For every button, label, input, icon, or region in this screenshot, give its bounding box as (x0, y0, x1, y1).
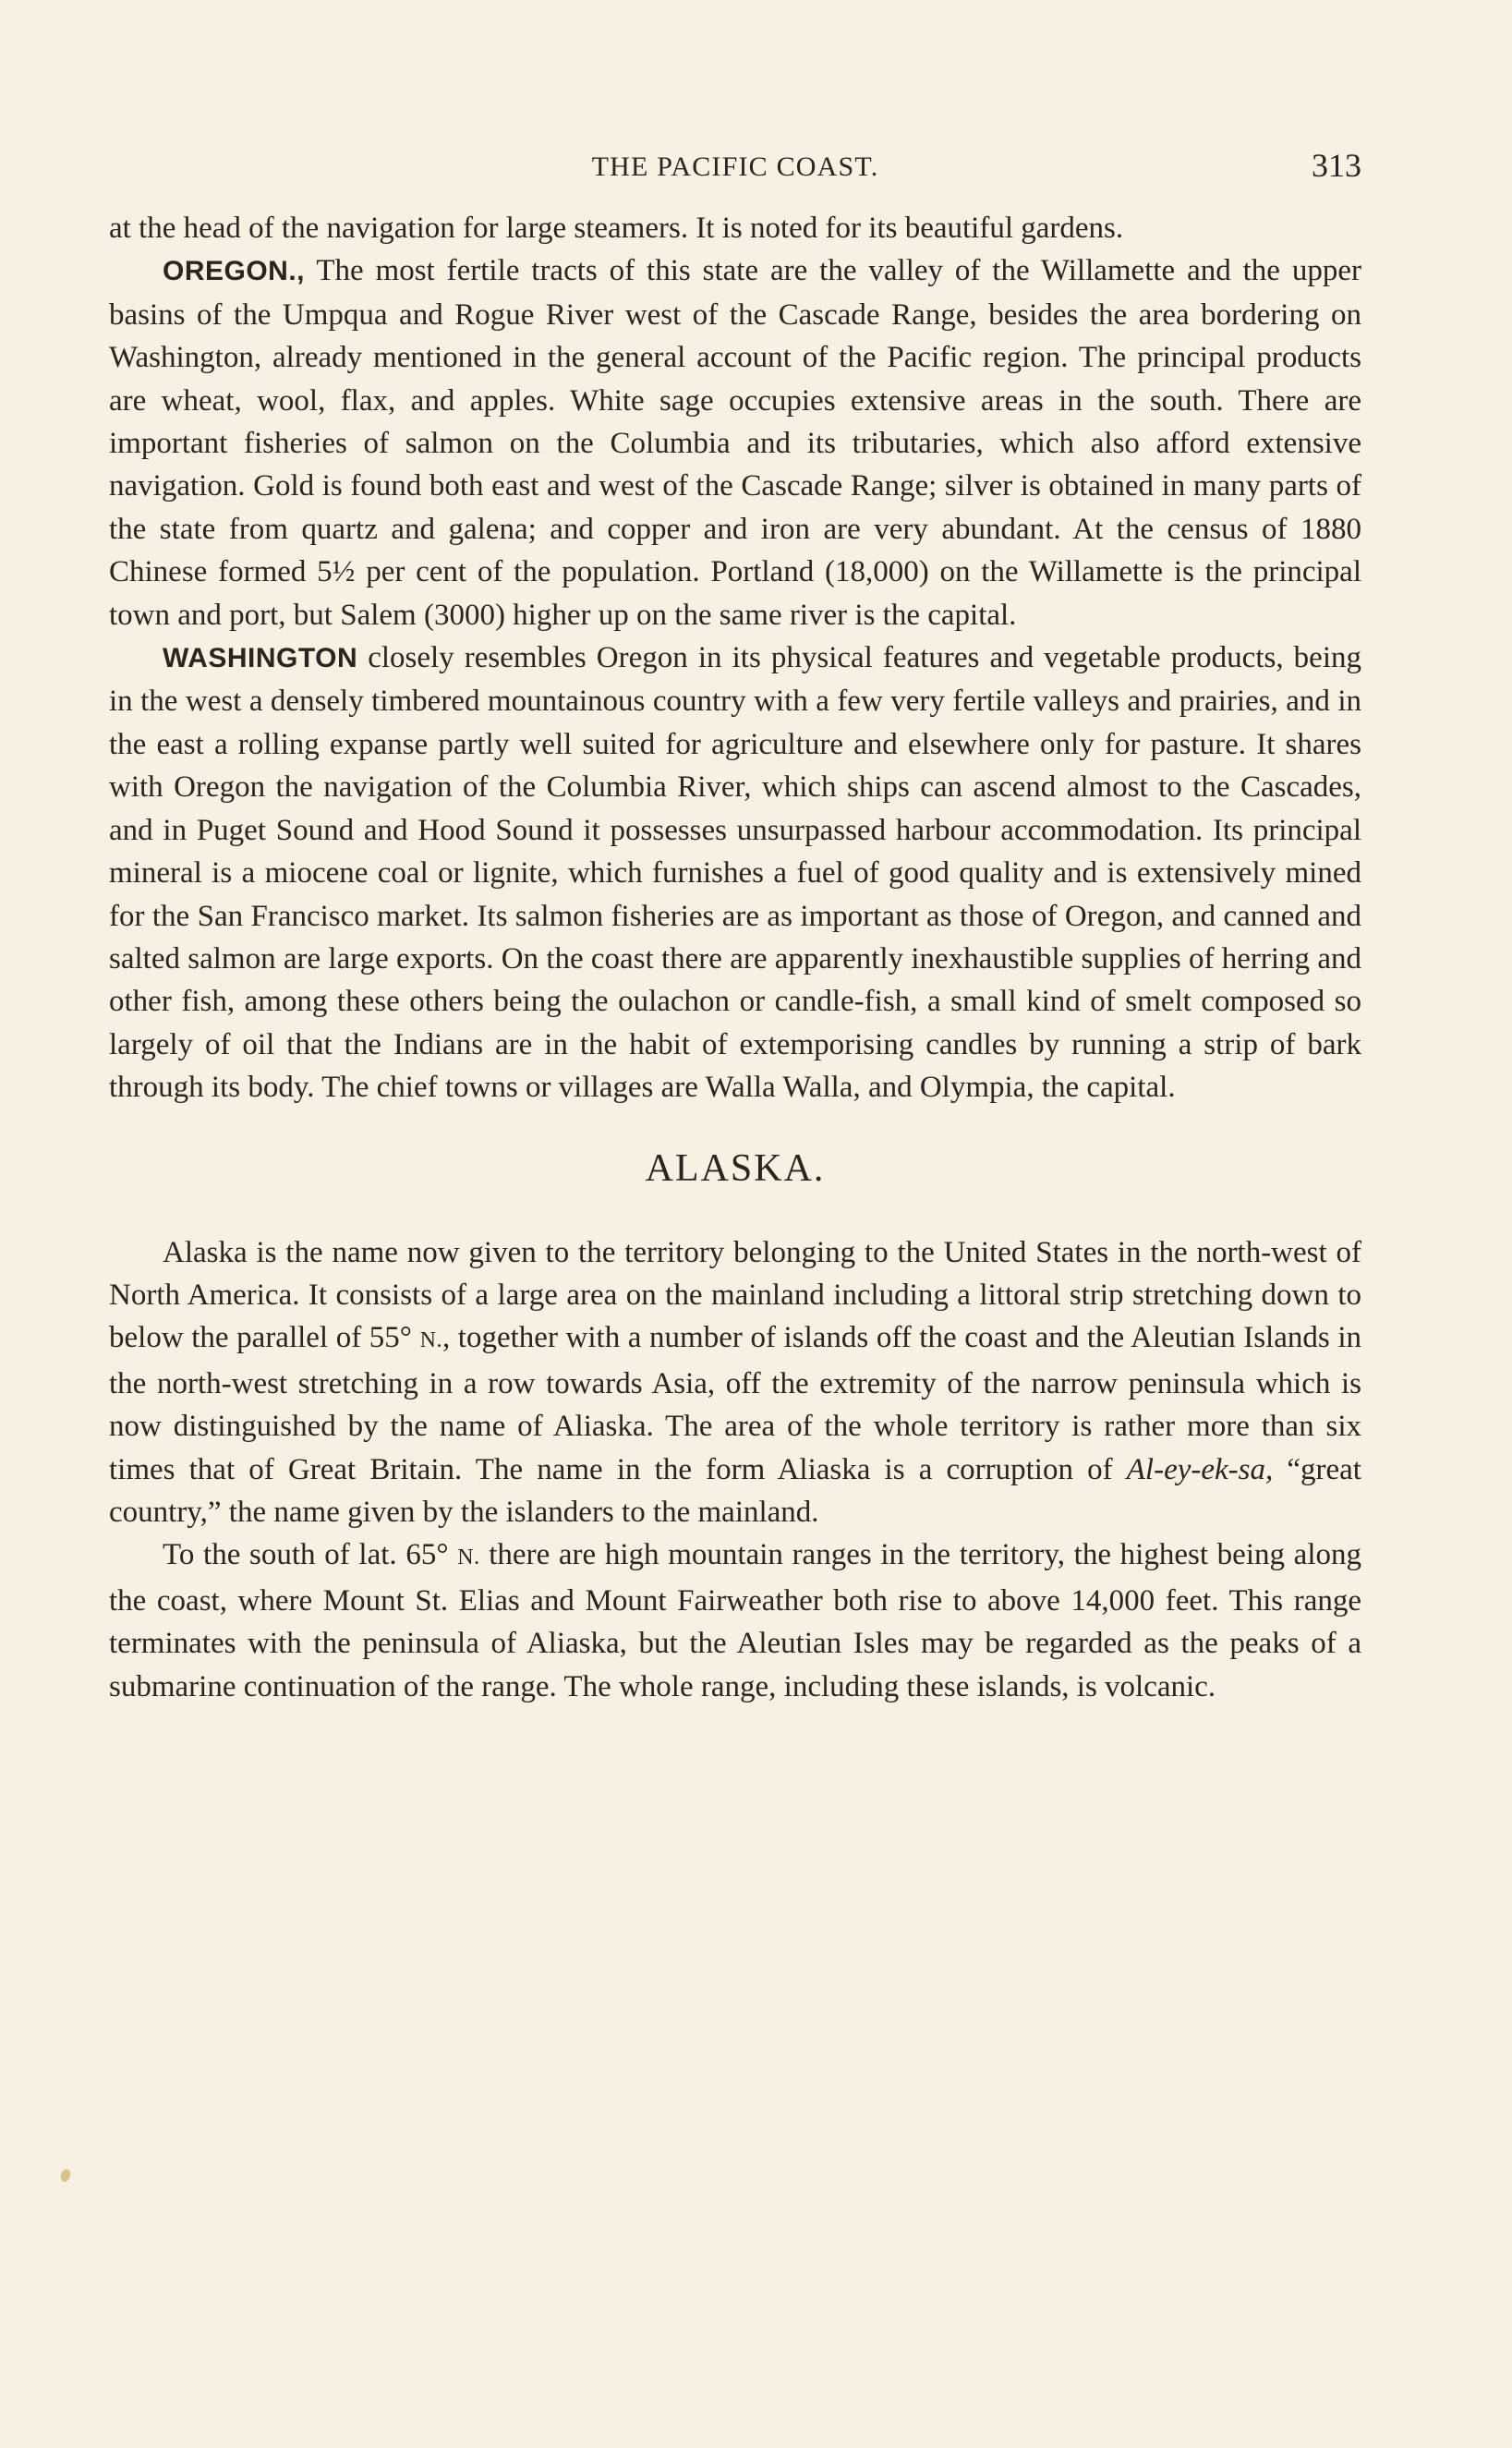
paragraph-alaska-1 (109, 1231, 1361, 1534)
running-title: THE PACIFIC COAST. (591, 151, 879, 182)
running-head (109, 139, 1361, 194)
book-page (109, 139, 1361, 1708)
alaska-1-text-a: Alaska is the name now given to the territory belonging to the United States in the north-west of North America. It consists of a large area on the mainland including a littoral strip stretching down to below the parallel of 55° (109, 1235, 1361, 1355)
alaska-1-text-b: , together with a number of islands off the coast and the Aleutian Islands in the north-west stretching in a row towards Asia, off the extremity of the narrow peninsula which is now distinguished by the name of Aliaska. The area of the whole territory is rather more than six times that of Great Britain. The name in the form Aliaska is a corruption of (109, 1321, 1361, 1486)
paragraph-washington (109, 636, 1361, 1109)
alaska-1-italic-term: Al-ey-ek-sa, (1126, 1452, 1274, 1486)
paragraph-alaska-2 (109, 1533, 1361, 1708)
page-number: 313 (1312, 147, 1361, 184)
alaska-2-text-a: To the south of lat. 65° (163, 1538, 458, 1572)
washington-body: closely resembles Oregon in its physical features and vegetable products, being in the west a densely timbered mountainous country with a few very fertile valleys and prairies, and in the east a rolling expanse partly well suited for agriculture and elsewhere only for pasture. It shares with Oregon the navigation of the Columbia River, which ships can ascend almost to the Cascades, and in Puget Sound and Hood Sound it possesses unsurpassed harbour accommodation. Its principal mineral is a miocene coal or lignite, which furnishes a fuel of good quality and is extensively mined for the San Francisco market. Its salmon fisheries are as important as those of Oregon, and canned and salted salmon are large exports. On the coast there are apparently inexhaustible supplies of herring and other fish, among these others being the oulachon or candle-fish, a small kind of smelt composed so largely of oil that the Indians are in the habit of extemporising candles by running a strip of bark through its body. The chief towns or villages are Walla Walla, and Olympia, the capital. (109, 641, 1361, 1105)
paragraph-continuation: at the head of the navigation for large steamers. It is noted for its beautiful gardens. (109, 212, 1124, 245)
alaska-2-text-b: there are high mountain ranges in the territory, the highest being along the coast, where Mount St. Elias and Mount Fairweather both rise to above 14,000 feet. This range terminates with the peninsula of Aliaska, but the Aleutian Isles may be regarded as the peaks of a submarine continuation of the range. The whole range, including these islands, is volcanic. (109, 1538, 1361, 1703)
page-blemish (59, 2168, 72, 2184)
alaska-2-north: N. (457, 1545, 480, 1570)
washington-lead: WASHINGTON (163, 643, 358, 674)
paragraph-oregon (109, 249, 1361, 636)
section-heading-alaska: ALASKA. (645, 1146, 826, 1190)
alaska-1-north: N. (419, 1328, 442, 1353)
oregon-lead: OREGON., (163, 256, 306, 287)
oregon-body: The most fertile tracts of this state are the valley of the Willamette and the upper basins of the Umpqua and Rogue River west of the Cascade Range, besides the area bordering on Washington, already mentioned in the general account of the Pacific region. The principal products are wheat, wool, flax, and apples. White sage occupies extensive areas in the south. There are important fisheries of salmon on the Columbia and its tributaries, which also afford extensive navigation. Gold is found both east and west of the Cascade Range; silver is obtained in many parts of the state from quartz and galena; and copper and iron are very abundant. At the census of 1880 Chinese formed 5½ per cent of the population. Portland (18,000) on the Willamette is the principal town and port, but Salem (3000) higher up on the same river is the capital. (109, 254, 1361, 632)
alaska-1-text-c: “great country,” the name given by the islanders to the mainland. (109, 1452, 1361, 1529)
